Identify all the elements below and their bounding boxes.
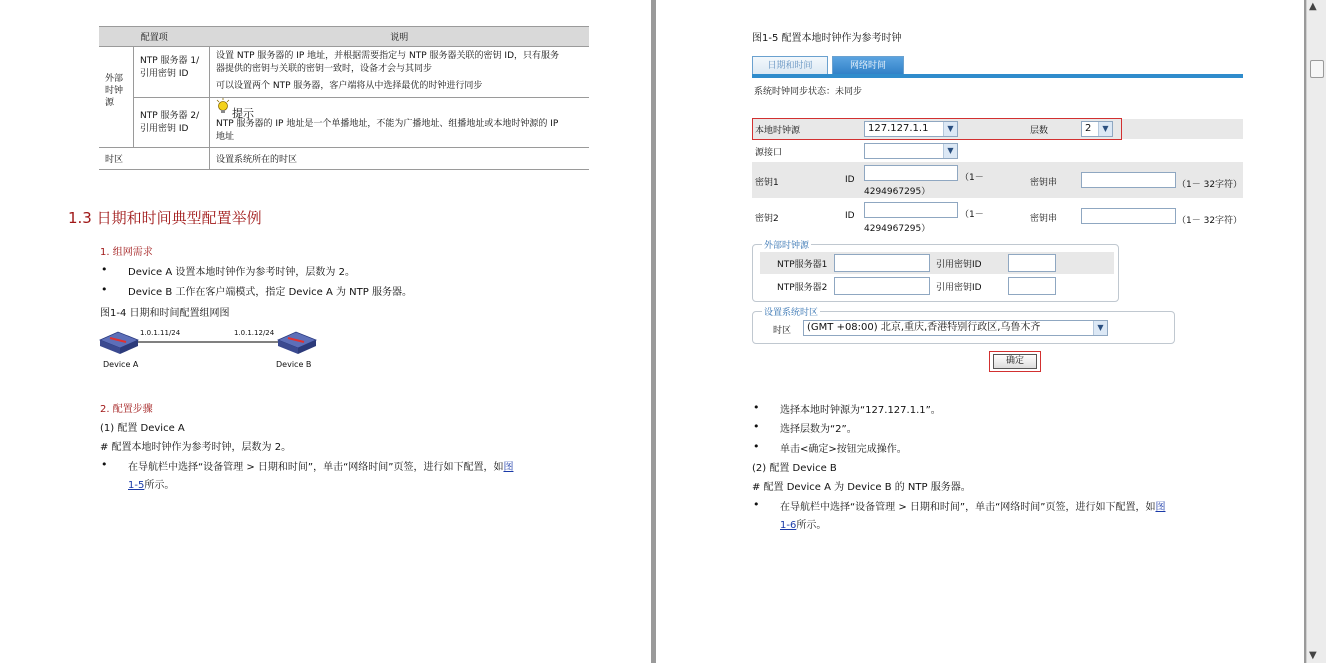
table-tip-cell: 提示 NTP 服务器的 IP 地址是一个单播地址，不能为广播地址、组播地址或本地时钟源的 IP 地址 [210,98,590,148]
ok-button[interactable]: 确定 [993,354,1037,369]
scrollbar-thumb[interactable] [1310,60,1324,78]
ntp1-ref-key-input[interactable] [1008,254,1056,272]
subheading-steps: 2. 配置步骤 [100,404,153,415]
bullet-device-a: Device A 设置本地时钟作为参考时钟，层数为 2。 [128,267,355,278]
step-1: (1) 配置 Device A [100,423,185,434]
table-ntp1-desc: 设置 NTP 服务器的 IP 地址，并根据需要指定与 NTP 服务器关联的密钥 ID，只有服务 器提供的密钥与关联的密钥一致时，设备才会与其同步 可以设置两个 NTP 服务器，客户端将从中选择最优的时钟进行同步 [210,47,590,98]
ntp1-label: NTP服务器1 [777,260,828,270]
source-interface-label: 源接口 [755,148,783,158]
figure-caption-1-4: 图1-4 日期和时间配置组网图 [100,308,230,319]
key1-label: 密钥1 [755,178,779,188]
key1-id-range: （1－ [960,173,984,183]
bullet-dot: • [753,401,760,414]
table-tz-desc: 设置系统所在的时区 [210,148,590,170]
device-b-label: Device B [276,360,312,369]
table-header-desc: 说明 [210,27,590,47]
local-clock-label: 本地时钟源 [755,126,801,136]
bullet-dot: • [753,498,760,511]
stratum-select[interactable]: 2 ▼ [1081,121,1113,137]
instruction-select-stratum: 选择层数为“2”。 [780,424,857,435]
step-2-comment: # 配置 Device A 为 Device B 的 NTP 服务器。 [752,482,971,493]
chevron-down-icon: ▼ [1093,321,1107,335]
figure-link[interactable]: 1-6 [780,520,797,531]
lightbulb-icon [216,98,230,116]
source-interface-select[interactable] [864,143,958,159]
bullet-dot: • [101,283,108,296]
step-2-instruction-end: 1-6所示。 [780,520,827,531]
key1-id-label: ID [845,175,855,185]
ntp1-ref-key-label: 引用密钥ID [936,260,982,270]
key2-id-input[interactable] [864,202,958,218]
figure-link[interactable]: 1-5 [128,480,145,491]
local-clock-select[interactable]: 127.127.1.1 ▼ [864,121,958,137]
ip-label-a: 1.0.1.11/24 [140,329,181,337]
ip-label-b: 1.0.1.12/24 [234,329,275,337]
device-a-label: Device A [103,360,139,369]
key1-string-label: 密钥串 [1030,178,1058,188]
ntp2-ref-key-label: 引用密钥ID [936,283,982,293]
network-diagram [98,324,318,360]
instruction-click-ok: 单击<确定>按钮完成操作。 [780,444,907,455]
chevron-down-icon: ▼ [1098,122,1112,136]
step-2-instruction: 在导航栏中选择“设备管理 > 日期和时间”，单击“网络时间”页签，进行如下配置，如图 [780,502,1166,513]
tip-label: 提示 [232,107,254,120]
bullet-device-b: Device B 工作在客户端模式，指定 Device A 为 NTP 服务器。 [128,287,412,298]
timezone-label: 时区 [773,326,792,336]
figure-caption-1-5: 图1-5 配置本地时钟作为参考时钟 [752,33,902,44]
bullet-dot: • [101,263,108,276]
key2-id-label: ID [845,211,855,221]
key1-id-range-end: 4294967295） [864,187,931,197]
chevron-down-icon: ▼ [943,122,957,136]
key1-string-range: （1－ 32字符） [1177,180,1243,190]
bullet-dot: • [753,420,760,433]
ntp2-label: NTP服务器2 [777,283,828,293]
tab-network-time[interactable]: 网络时间 [832,56,904,75]
key2-string-label: 密钥串 [1030,214,1058,224]
timezone-select[interactable]: (GMT +08:00) 北京,重庆,香港特别行政区,乌鲁木齐 ▼ [803,320,1108,336]
switch-icon [100,332,138,354]
key2-id-range-end: 4294967295） [864,224,931,234]
sync-status: 系统时钟同步状态：未同步 [754,87,863,97]
instruction-select-clock: 选择本地时钟源为“127.127.1.1”。 [780,405,941,416]
step-1-comment: # 配置本地时钟作为参考时钟，层数为 2。 [100,442,292,453]
subheading-network: 1. 组网需求 [100,247,153,258]
stratum-label: 层数 [1030,126,1049,136]
table-ntp2-item: NTP 服务器 2/ 引用密钥 ID [134,98,210,148]
table-ntp1-item: NTP 服务器 1/ 引用密钥 ID [134,47,210,98]
bullet-dot: • [101,458,108,471]
chevron-down-icon: ▼ [943,144,957,158]
step-1-instruction-end: 1-5所示。 [128,480,175,491]
external-clock-legend: 外部时钟源 [762,238,811,251]
key1-string-input[interactable] [1081,172,1176,188]
figure-link[interactable]: 图 [503,462,514,473]
key2-string-input[interactable] [1081,208,1176,224]
bullet-dot: • [753,440,760,453]
table-group-label: 外部时钟源 [99,47,134,148]
ntp2-ref-key-input[interactable] [1008,277,1056,295]
highlight-box [752,118,1122,140]
config-table [99,26,589,170]
tab-underline [752,74,1243,78]
table-tz-item: 时区 [99,148,210,170]
ntp1-input[interactable] [834,254,930,272]
key1-id-input[interactable] [864,165,958,181]
key2-id-range: （1－ [960,210,984,220]
timezone-legend: 设置系统时区 [762,305,820,318]
figure-link[interactable]: 图 [1155,502,1166,513]
table-header-item: 配置项 [99,27,210,47]
switch-icon [278,332,316,354]
section-title: 1.3 日期和时间典型配置举例 [68,209,262,227]
ntp2-input[interactable] [834,277,930,295]
scroll-down-icon[interactable]: ▼ [1309,650,1317,661]
key2-label: 密钥2 [755,214,779,224]
scroll-up-icon[interactable]: ▲ [1309,1,1317,12]
step-2: (2) 配置 Device B [752,463,837,474]
tab-date-time[interactable]: 日期和时间 [752,56,828,75]
step-1-instruction: 在导航栏中选择“设备管理 > 日期和时间”，单击“网络时间”页签，进行如下配置，如图 [128,462,514,473]
key2-string-range: （1－ 32字符） [1177,216,1243,226]
vertical-scrollbar[interactable] [1306,0,1326,663]
